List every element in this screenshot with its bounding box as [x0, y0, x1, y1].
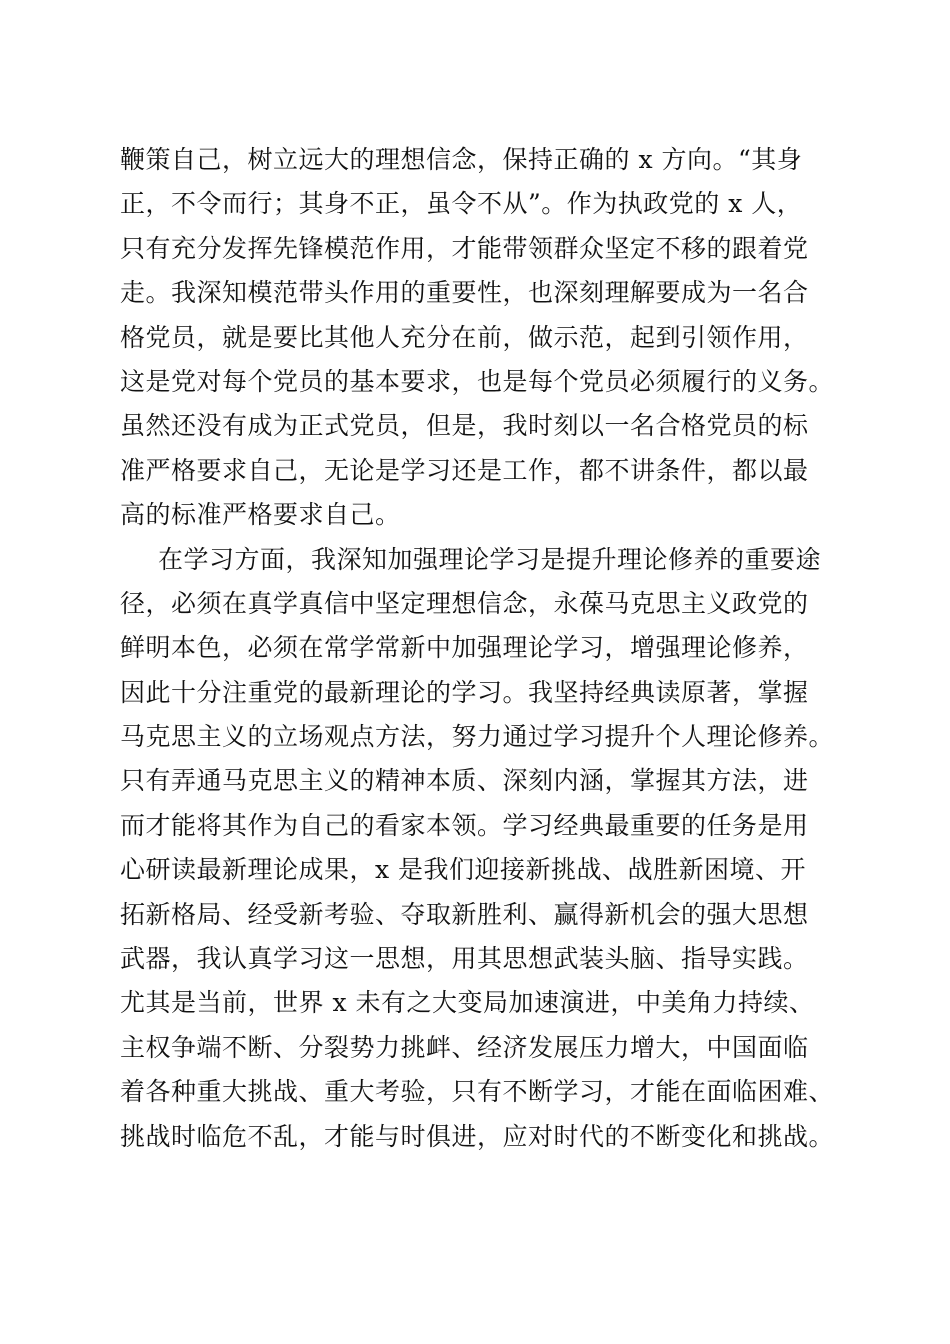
text-line: 心研读最新理论成果，x 是我们迎接新挑战、战胜新困境、开: [120, 855, 807, 885]
text-line: 武器，我认真学习这一思想，用其思想武装头脑、指导实践。: [120, 944, 809, 974]
text-line: 这是党对每个党员的基本要求，也是每个党员必须履行的义务。: [120, 366, 835, 396]
text-line: 拓新格局、经受新考验、夺取新胜利、赢得新机会的强大思想: [120, 899, 809, 929]
text-line-indented: 在学习方面，我深知加强理论学习是提升理论修养的重要途: [158, 544, 822, 574]
text-line: 尤其是当前，世界 x 未有之大变局加速演进，中美角力持续、: [120, 988, 815, 1018]
text-line: 因此十分注重党的最新理论的学习。我坚持经典读原著，掌握: [120, 677, 809, 707]
text-line: 马克思主义的立场观点方法，努力通过学习提升个人理论修养。: [120, 722, 835, 752]
text-line: 鞭策自己，树立远大的理想信念，保持正确的 x 方向。“其身: [120, 145, 803, 174]
text-line: 高的标准严格要求自己。: [120, 500, 401, 530]
text-line: 径，必须在真学真信中坚定理想信念，永葆马克思主义政党的: [120, 588, 809, 618]
text-line: 鲜明本色，必须在常学常新中加强理论学习，增强理论修养，: [120, 633, 809, 663]
text-line: 着各种重大挑战、重大考验，只有不断学习，才能在面临困难、: [120, 1077, 835, 1107]
paragraph-1: [120, 138, 850, 538]
text-line: 主权争端不断、分裂势力挑衅、经济发展压力增大，中国面临: [120, 1032, 809, 1062]
text-line: 正，不令而行；其身不正，虽令不从”。作为执政党的 x 人，: [120, 189, 803, 219]
text-line: 只有充分发挥先锋模范作用，才能带领群众坚定不移的跟着党: [120, 233, 809, 263]
paragraph-2: [120, 538, 850, 1159]
text-line: 挑战时临危不乱，才能与时俱进，应对时代的不断变化和挑战。: [120, 1121, 835, 1151]
body-text: [120, 138, 850, 1159]
text-line: 只有弄通马克思主义的精神本质、深刻内涵，掌握其方法，进: [120, 766, 809, 796]
text-line: 而才能将其作为自己的看家本领。学习经典最重要的任务是用: [120, 810, 809, 840]
text-line: 准严格要求自己，无论是学习还是工作，都不讲条件，都以最: [120, 455, 809, 485]
text-line: 格党员，就是要比其他人充分在前，做示范，起到引领作用，: [120, 322, 809, 352]
text-line: 走。我深知模范带头作用的重要性，也深刻理解要成为一名合: [120, 278, 809, 308]
text-line: 虽然还没有成为正式党员，但是，我时刻以一名合格党员的标: [120, 411, 809, 441]
